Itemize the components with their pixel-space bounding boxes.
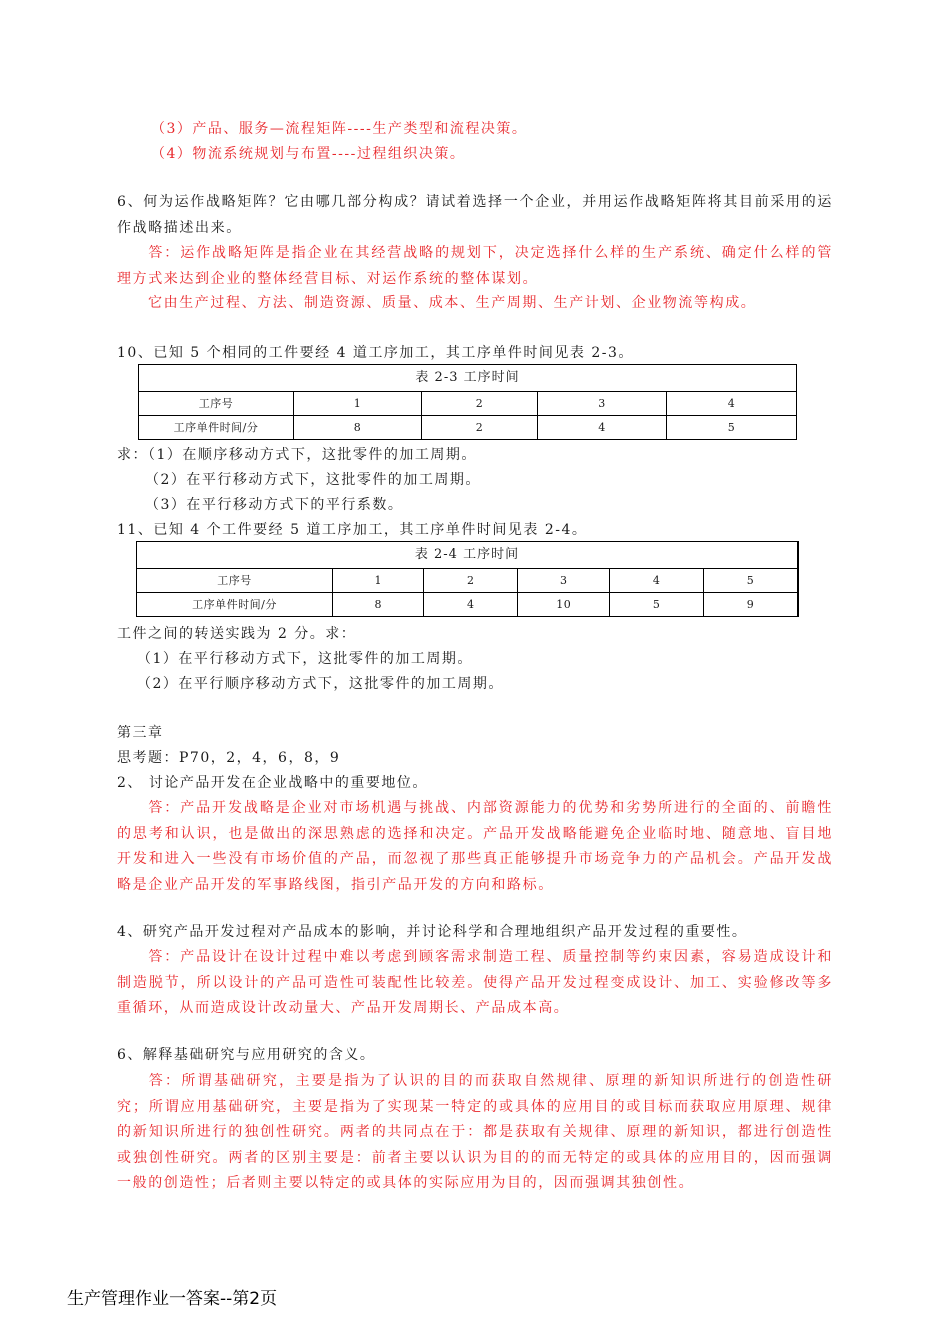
ch3-q2-question: 2、 讨论产品开发在企业战略中的重要地位。 (117, 775, 428, 791)
ch3-q6-question: 6、解释基础研究与应用研究的含义。 (117, 1047, 376, 1063)
table-row (137, 593, 799, 617)
q10-ask-1: 求：（1）在顺序移动方式下，这批零件的加工周期。 (117, 447, 477, 463)
ch3-q4-answer (117, 945, 833, 1022)
table-2-4 (136, 541, 799, 617)
table-cell: 2 (424, 569, 517, 593)
table-row-label: 工序号 (139, 392, 294, 416)
q11-question: 11、已知 4 个工件要经 5 道工序加工，其工序单件时间见表 2-4。 (117, 522, 588, 538)
q6-answer-p1 (117, 241, 833, 292)
table-row-label: 工序单件时间/分 (139, 416, 294, 440)
q10-ask-3: （3）在平行移动方式下的平行系数。 (145, 497, 404, 513)
q10-ask-2: （2）在平行移动方式下，这批零件的加工周期。 (145, 472, 481, 488)
item-3: （3）产品、服务—流程矩阵----生产类型和流程决策。 (151, 121, 528, 137)
ch3-q4-answer-text: 答：产品设计在设计过程中难以考虑到顾客需求制造工程、质量控制等约束因素，容易造成设计和制造脱节，所以设计的产品可造性可装配性比较差。使得产品开发过程变成设计、加工、实验修改等多重循环，从而造成设计改动量大、产品开发周期长、产品成本高。 (117, 949, 833, 1016)
table-cell: 5 (703, 569, 798, 593)
table-cell: 8 (333, 593, 424, 617)
item-4: （4）物流系统规划与布置----过程组织决策。 (151, 146, 466, 162)
table-cell: 1 (294, 392, 422, 416)
table-row-label: 工序号 (137, 569, 333, 593)
q6-answer-p2-text: 它由生产过程、方法、制造资源、质量、成本、生产周期、生产计划、企业物流等构成。 (148, 295, 757, 311)
ch3-q2-answer (117, 796, 833, 898)
table-row (139, 416, 797, 440)
page-footer: 生产管理作业一答案--第2页 (67, 1289, 278, 1309)
table-cell: 4 (610, 569, 703, 593)
table-cell: 8 (294, 416, 422, 440)
q6-question (117, 190, 833, 241)
table-row-label: 工序单件时间/分 (137, 593, 333, 617)
ch3-q2-answer-text: 答：产品开发战略是企业对市场机遇与挑战、内部资源能力的优势和劣势所进行的全面的、前瞻性的思考和认识，也是做出的深思熟虑的选择和决定。产品开发战略能避免企业临时地、随意地、盲目地开发和进入一些没有市场价值的产品，而忽视了那些真正能够提升市场竞争力的产品机会。产品开发战略是企业产品开发的军事路线图，指引产品开发的方向和路标。 (117, 800, 833, 893)
ch3-q6-answer (117, 1069, 833, 1197)
q11-ask-2: （2）在平行顺序移动方式下，这批零件的加工周期。 (137, 676, 504, 692)
table-cell: 4 (424, 593, 517, 617)
table-cell: 10 (517, 593, 609, 617)
q6-question-text: 6、何为运作战略矩阵？它由哪几部分构成？请试着选择一个企业，并用运作战略矩阵将其目前采用的运作战略描述出来。 (117, 194, 833, 236)
q6-answer-p1-text: 答：运作战略矩阵是指企业在其经营战略的规划下，决定选择什么样的生产系统、确定什么样的管理方式来达到企业的整体经营目标、对运作系统的整体谋划。 (117, 245, 833, 287)
table-cell: 3 (538, 392, 667, 416)
q11-note: 工件之间的转送实践为 2 分。求： (117, 626, 357, 642)
table-cell: 9 (703, 593, 798, 617)
q10-question: 10、已知 5 个相同的工件要经 4 道工序加工，其工序单件时间见表 2-3。 (117, 345, 634, 361)
table-cell: 5 (667, 416, 797, 440)
table-cell: 4 (538, 416, 667, 440)
q6-answer-p2 (117, 291, 833, 317)
table-row (139, 392, 797, 416)
table-cell: 4 (667, 392, 797, 416)
table-2-4-caption: 表 2-4 工序时间 (137, 542, 799, 569)
table-cell: 2 (422, 416, 538, 440)
table-cell: 2 (422, 392, 538, 416)
ch3-q6-answer-text: 答：所谓基础研究，主要是指为了认识的目的而获取自然规律、原理的新知识所进行的创造性研究；所谓应用基础研究，主要是指为了实现某一特定的或具体的应用目的或目标而获取应用原理、规律的新知识所进行的独创性研究。两者的共同点在于：都是获取有关规律、原理的新知识，都进行创造性或独创性研究。两者的区别主要是：前者主要以认识为目的的而无特定的或具体的应用目的，因而强调一般的创造性；后者则主要以特定的或具体的实际应用为目的，因而强调其独创性。 (117, 1073, 833, 1191)
chapter-exercises: 思考题：P70，2，4，6，8，9 (117, 750, 341, 766)
chapter-title: 第三章 (117, 725, 164, 741)
q11-ask-1: （1）在平行移动方式下，这批零件的加工周期。 (137, 651, 473, 667)
table-cell: 1 (333, 569, 424, 593)
table-2-3 (138, 364, 797, 440)
table-cell: 3 (517, 569, 609, 593)
ch3-q4-question: 4、研究产品开发过程对产品成本的影响，并讨论科学和合理地组织产品开发过程的重要性。 (117, 924, 748, 940)
table-2-3-caption: 表 2-3 工序时间 (139, 365, 797, 392)
table-row (137, 569, 799, 593)
table-cell: 5 (610, 593, 703, 617)
